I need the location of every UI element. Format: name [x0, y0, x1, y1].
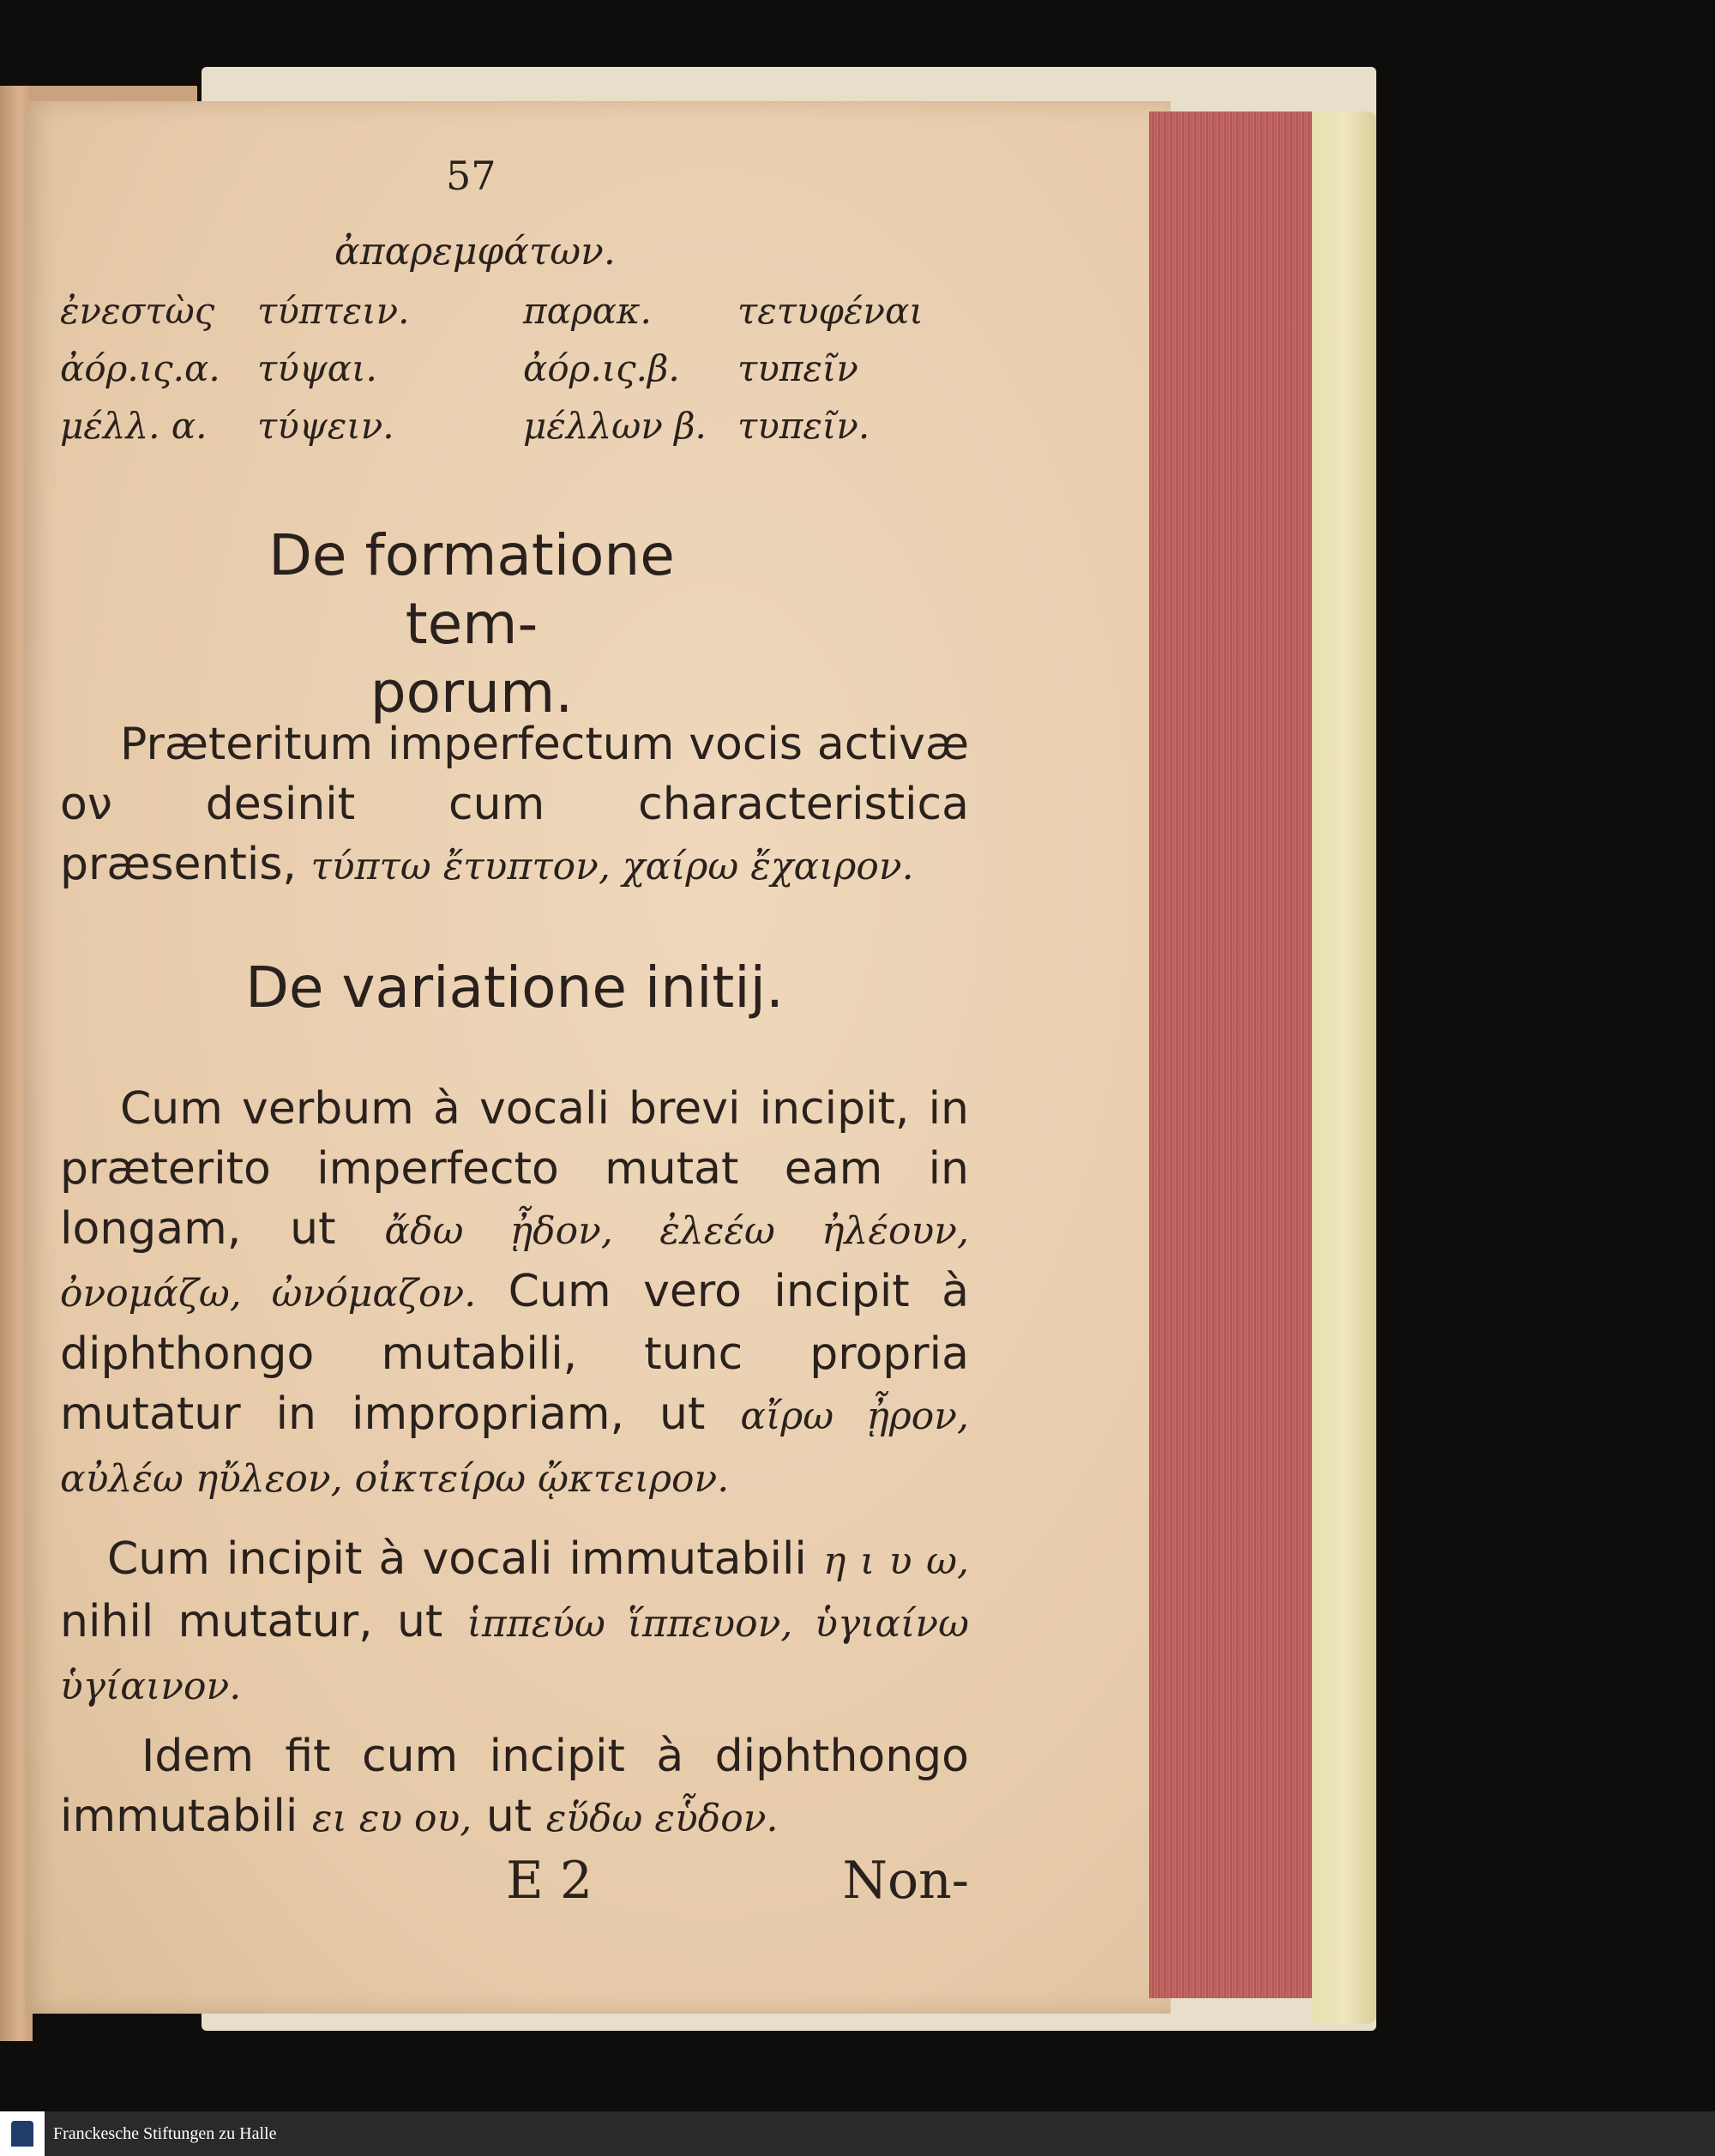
table-cell: μέλλων β. — [523, 405, 707, 447]
table-cell: τετυφέναι — [737, 290, 924, 332]
table-cell: παρακ. — [523, 290, 652, 332]
table-cell: τυπεῖν. — [737, 405, 870, 447]
page-fore-edge — [1149, 111, 1316, 1998]
page-number: 57 — [446, 153, 496, 199]
greek-example: ἱππεύω ἵππευον, ὑγιαίνω ὑγίαινον. — [60, 1602, 969, 1708]
table-cell: ἀόρ.ις.β. — [523, 347, 680, 389]
paragraph-vocali-immutabili — [60, 1529, 969, 1717]
book-cover-edge — [1312, 111, 1376, 2024]
greek-example: αἴρω ᾖρον, αὐλέω ηὔλεον, οἰκτείρω ᾤκτειρον. — [60, 1394, 969, 1501]
table-cell: τύψειν. — [257, 405, 394, 447]
table-cell: τύψαι. — [257, 347, 377, 389]
building-icon — [11, 2121, 33, 2147]
paragraph-text: ut — [485, 1791, 546, 1842]
institution-logo-icon — [0, 2111, 45, 2156]
section-heading-variatione: De variatione initij. — [245, 955, 784, 1021]
paragraph-text: Præteritum imperfectum vocis activæ ον desinit cum characteristica præsentis, — [60, 719, 969, 890]
table-cell: τυπεῖν — [737, 347, 858, 389]
section-heading-formatione — [214, 521, 729, 727]
paragraph-diphthongo-immutabili — [60, 1726, 969, 1849]
catchword: Non- — [842, 1851, 969, 1911]
paragraph-text: Cum verbum à vocali brevi incipit, in præterito imperfecto mutat eam in longam, ut — [60, 1083, 969, 1255]
paragraph-imperfectum — [60, 714, 969, 897]
table-cell: ἐνεστὼς — [60, 290, 215, 332]
signature-mark: E 2 — [506, 1851, 593, 1911]
heading-line: De formatione tem- — [268, 522, 675, 657]
page-content — [26, 101, 969, 2014]
greek-example: η ι υ ω, — [823, 1539, 969, 1583]
conjugation-table — [60, 290, 986, 447]
heading-line: porum. — [370, 659, 574, 726]
table-cell: μέλλ. α. — [60, 405, 208, 447]
page-footer-line — [60, 1851, 969, 1919]
greek-example: εὕδω εὗδον. — [545, 1797, 779, 1840]
table-cell: ἀόρ.ις.α. — [60, 347, 220, 389]
greek-example: ἄδω ᾖδον, ἐλεέω ἠλέουν, ὀνομάζω, ὠνόμαζον. — [60, 1209, 969, 1316]
paragraph-text: Idem fit cum incipit à diphthongo immutabili — [60, 1731, 969, 1842]
greek-heading: ἀπαρεμφάτων. — [334, 230, 616, 274]
greek-example: ει ευ ου, — [311, 1797, 472, 1840]
greek-example: τύπτω ἔτυπτον, χαίρω ἔχαιρον. — [310, 845, 914, 888]
paragraph-text: Cum vero incipit à diphthongo mutabili, tunc propria mutatur in impropriam, ut — [60, 1266, 969, 1440]
table-cell: τύπτειν. — [257, 290, 410, 332]
paragraph-text: nihil mutatur, ut — [60, 1596, 467, 1647]
paragraph-vocali-brevi — [60, 1079, 969, 1509]
paragraph-text: Cum incipit à vocali immutabili — [107, 1533, 823, 1585]
institution-footer-bar — [0, 2111, 1715, 2156]
institution-name: Franckesche Stiftungen zu Halle — [53, 2123, 277, 2143]
